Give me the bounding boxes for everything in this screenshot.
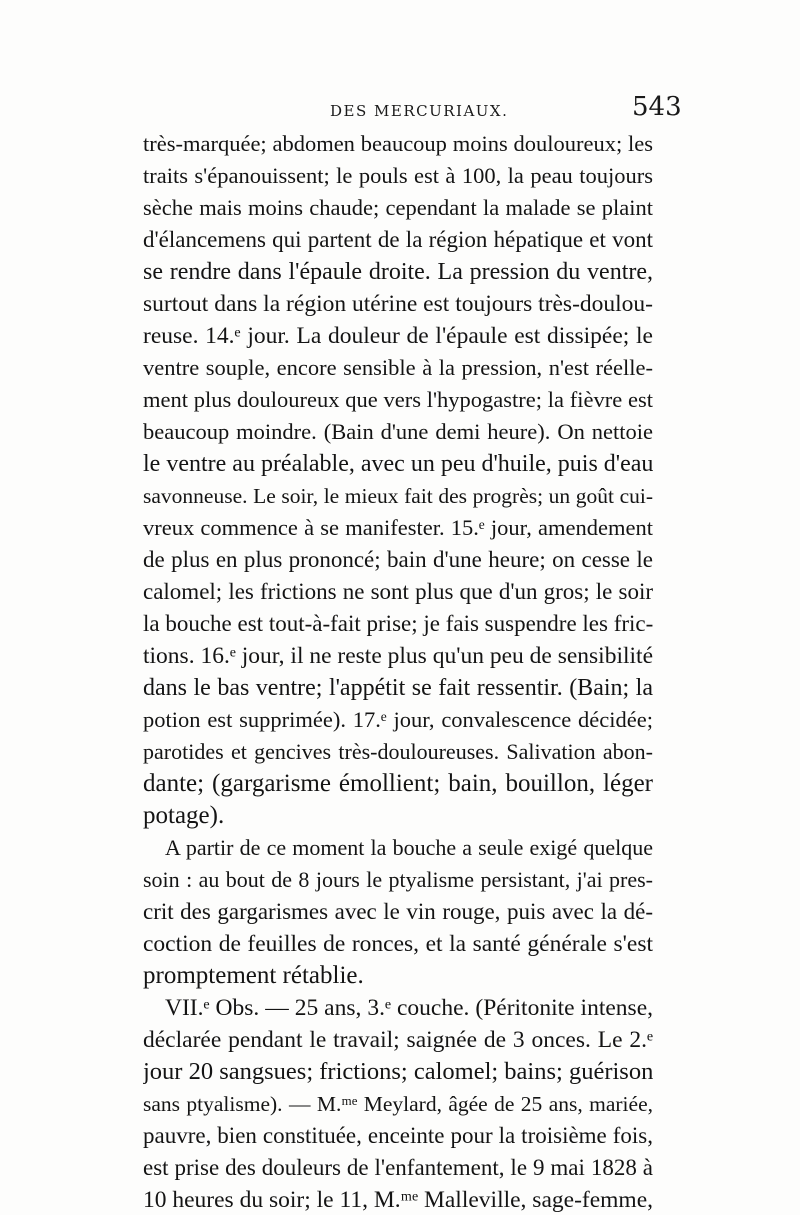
text-line: promptement rétablie. bbox=[143, 962, 364, 989]
text-line: traits s'épanouissent; le pouls est à 100, la peau toujours bbox=[143, 163, 653, 188]
text-line: est prise des douleurs de l'enfantement, le 9 mai 1828 à bbox=[143, 1155, 653, 1180]
text-line: se rendre dans l'épaule droite. La pression du ventre, bbox=[143, 259, 653, 285]
text-line: sans ptyalisme). — M.ᵐᵉ Meylard, âgée de 25 ans, mariée, bbox=[143, 1092, 653, 1116]
text-line: ment plus douloureux que vers l'hypogastre; la fièvre est bbox=[143, 387, 653, 412]
text-line: de plus en plus prononcé; bain d'une heure; on cesse le bbox=[143, 547, 653, 572]
text-line: déclarée pendant le travail; saignée de 3 onces. Le 2.ᵉ bbox=[143, 1027, 653, 1053]
text-line: pauvre, bien constituée, enceinte pour la troisième fois, bbox=[143, 1123, 653, 1148]
text-line: crit des gargarismes avec le vin rouge, puis avec la dé- bbox=[143, 899, 653, 924]
text-line: calomel; les frictions ne sont plus que d'un gros; le soir bbox=[143, 579, 653, 604]
text-line: potion est supprimée). 17.ᵉ jour, convalescence décidée; bbox=[143, 707, 653, 732]
text-line: vreux commence à se manifester. 15.ᵉ jour, amendement bbox=[143, 515, 653, 540]
text-line: reuse. 14.ᵉ jour. La douleur de l'épaule est dissipée; le bbox=[143, 323, 653, 349]
text-line: la bouche est tout-à-fait prise; je fais suspendre les fric- bbox=[143, 611, 653, 636]
text-line: beaucoup moindre. (Bain d'une demi heure). On nettoie bbox=[143, 419, 653, 444]
body-text bbox=[143, 128, 653, 1216]
text-line: très-marquée; abdomen beaucoup moins douloureux; les bbox=[143, 131, 653, 156]
text-line: 10 heures du soir; le 11, M.ᵐᵉ Malleville, sage-femme, bbox=[143, 1187, 653, 1213]
text-line: A partir de ce moment la bouche a seule exigé quelque bbox=[165, 835, 653, 860]
text-line: dans le bas ventre; l'appétit se fait ressentir. (Bain; la bbox=[143, 675, 653, 701]
text-line: ventre souple, encore sensible à la pression, n'est réelle- bbox=[143, 355, 653, 380]
text-line: potage). bbox=[143, 802, 225, 829]
text-line: dante; (gargarisme émollient; bain, bouillon, léger bbox=[143, 770, 653, 797]
text-line: d'élancemens qui partent de la région hépatique et vont bbox=[143, 227, 653, 252]
text-line: le ventre au préalable, avec un peu d'huile, puis d'eau bbox=[143, 451, 653, 477]
text-line: surtout dans la région utérine est toujours très-doulou- bbox=[143, 291, 653, 317]
running-head: DES MERCURIAUX. bbox=[330, 102, 509, 120]
page-header bbox=[0, 92, 800, 128]
page-number: 543 bbox=[632, 92, 682, 122]
text-line: sèche mais moins chaude; cependant la malade se plaint bbox=[143, 195, 653, 220]
text-line: VII.ᵉ Obs. — 25 ans, 3.ᵉ couche. (Péritonite intense, bbox=[165, 995, 653, 1021]
text-line: parotides et gencives très-douloureuses. Salivation abon- bbox=[143, 739, 653, 764]
text-line: coction de feuilles de ronces, et la santé générale s'est bbox=[143, 931, 653, 957]
text-line: savonneuse. Le soir, le mieux fait des progrès; un goût cui- bbox=[143, 484, 653, 508]
text-line: tions. 16.ᵉ jour, il ne reste plus qu'un peu de sensibilité bbox=[143, 643, 653, 669]
text-line: soin : au bout de 8 jours le ptyalisme persistant, j'ai pres- bbox=[143, 867, 653, 892]
text-line: jour 20 sangsues; frictions; calomel; bains; guérison bbox=[143, 1058, 653, 1085]
